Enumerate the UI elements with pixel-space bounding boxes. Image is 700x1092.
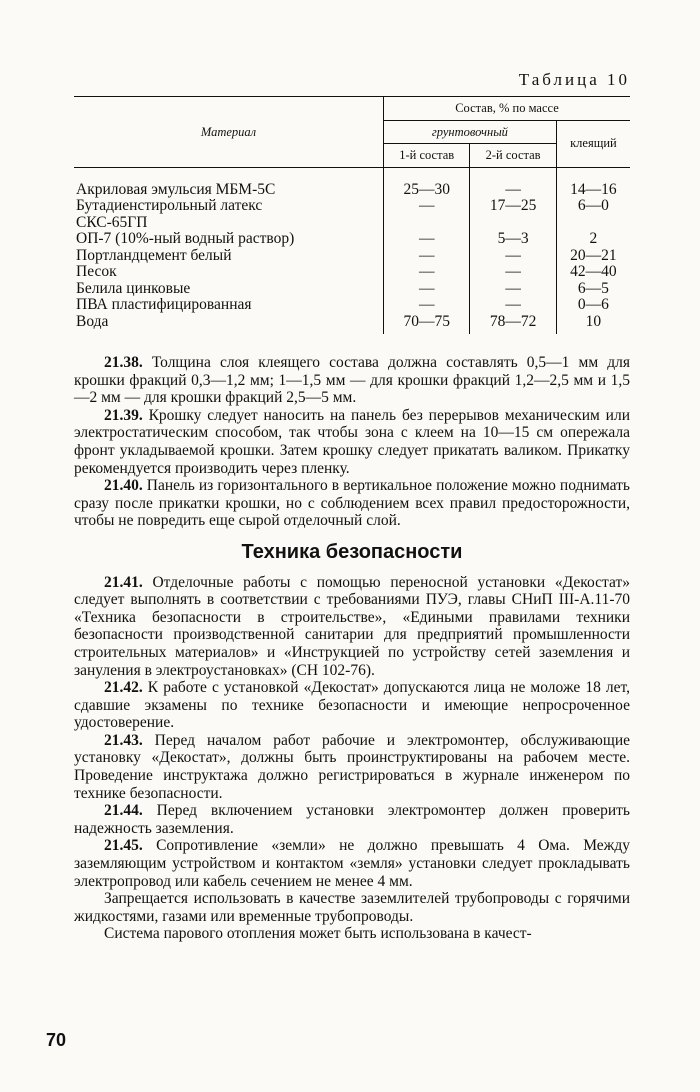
adhesive-cell: 6—0 <box>556 198 630 215</box>
paragraph <box>74 802 630 837</box>
primer-2-cell: 78—72 <box>470 314 556 335</box>
paragraph-text: Перед началом работ рабочие и электромонтер, обслуживающие установку «Декостат», должны быть проинструктированы на рабочем месте. Проведение инструктажа должно регистрироваться в журнале инженером по технике безопасности. <box>74 731 630 802</box>
material-cell: Акриловая эмульсия МБМ-5С <box>76 180 276 198</box>
adhesive-cell: 0—6 <box>556 297 630 314</box>
composition-table <box>74 96 630 334</box>
paragraph <box>74 890 630 925</box>
primer-1-cell: — <box>384 264 470 281</box>
primer-1-cell <box>384 215 470 232</box>
paragraph <box>74 679 630 732</box>
adhesive-cell: 20—21 <box>556 248 630 265</box>
paragraph-number: 21.39. <box>104 406 143 424</box>
primer-2-cell: — <box>470 264 556 281</box>
paragraph-text: Запрещается использовать в качестве заземлителей трубопроводы с горячими жидкостями, газами или временные трубопроводы. <box>74 890 630 925</box>
material-cell: Песок <box>76 263 117 280</box>
paragraph <box>74 354 630 407</box>
adhesive-cell: 14—16 <box>556 167 630 198</box>
header-material: Материал <box>200 124 257 139</box>
paragraph-text: Крошку следует наносить на панель без перерывов механическим или электростатическим способом, так чтобы зона с клеем на 10—15 см опережала фронт укладываемой крошки. Затем крошку следует прикатать валиком. Прикатку рекомендуется производить через пленку. <box>74 406 630 477</box>
paragraph-text: Панель из горизонтального в вертикальное положение можно поднимать сразу после прикатки крошки, но с соблюдением всех правил предосторожности, чтобы не повредить еще сырой отделочный слой. <box>74 477 630 530</box>
paragraph <box>74 574 630 680</box>
material-cell: Белила цинковые <box>76 279 191 297</box>
table-row <box>74 231 630 248</box>
table-row <box>74 198 630 215</box>
paragraph-number: 21.43. <box>104 731 143 749</box>
primer-2-cell <box>470 215 556 232</box>
primer-1-cell: 70—75 <box>384 314 470 335</box>
material-cell: СКС-65ГП <box>76 213 148 231</box>
material-cell: Бутадиенстирольный латекс <box>76 197 263 214</box>
header-primer-2: 2-й состав <box>470 144 556 168</box>
paragraph-text: К работе с установкой «Декостат» допускаются лица не моложе 18 лет, сдавшие экзамены по технике безопасности и имеющие непросроченное удостоверение. <box>74 679 630 732</box>
material-cell: ОП-7 (10%-ный водный раствор) <box>76 230 295 247</box>
paragraph-number: 21.44. <box>104 802 143 820</box>
primer-1-cell: — <box>384 248 470 265</box>
primer-2-cell: — <box>470 297 556 314</box>
primer-2-cell: — <box>470 248 556 265</box>
section-title: Техника безопасности <box>241 540 463 563</box>
material-cell: ПВА пластифицированная <box>76 296 252 313</box>
primer-2-cell: — <box>470 281 556 298</box>
paragraph <box>74 407 630 477</box>
paragraph-text: Сопротивление «земли» не должно превышать 4 Ома. Между заземляющим устройством и контактом «земля» установки следует прокладывать электропровод или кабель сечением не менее 4 мм. <box>74 837 630 890</box>
paragraph-text: Отделочные работы с помощью переносной установки «Декостат» следует выполнять в соответствии с требованиями ПУЭ, главы СНиП III-А.11-70 «Техника безопасности в строительстве», «Едиными правилами техники безопасности производственной санитарии для предприятий промышленности строительных материалов» и «Инструкцией по устройству сетей заземления и зануления в электроустановках» (СН 102-76). <box>74 573 630 679</box>
paragraph <box>74 925 630 943</box>
material-cell: Портландцемент белый <box>76 246 232 264</box>
paragraph-number: 21.41. <box>104 573 143 591</box>
paragraph-number: 21.45. <box>104 837 143 855</box>
page-number: 70 <box>46 1030 67 1050</box>
primer-1-cell: — <box>384 231 470 248</box>
paragraphs-before <box>74 354 630 530</box>
paragraph-number: 21.38. <box>104 354 143 371</box>
material-cell: Вода <box>76 312 109 330</box>
adhesive-cell: 6—5 <box>556 281 630 298</box>
header-composition: Состав, % по массе <box>384 97 631 121</box>
primer-2-cell: 5—3 <box>470 231 556 248</box>
table-row <box>74 264 630 281</box>
table-row <box>74 314 630 335</box>
table-row <box>74 297 630 314</box>
paragraph-text: Система парового отопления может быть использована в качест- <box>104 925 532 943</box>
primer-1-cell: — <box>384 297 470 314</box>
table-row <box>74 167 630 198</box>
table-caption: Таблица 10 <box>518 70 630 89</box>
body-text <box>74 354 630 943</box>
paragraph-number: 21.42. <box>104 679 143 697</box>
paragraph-text: Толщина слоя клеящего состава должна составлять 0,5—1 мм для крошки фракций 0,3—1,2 мм; 1—1,5 мм — для крошки фракций 1,2—2,5 мм и 1,5—2 мм — для крошки фракций 2,5—5 мм. <box>74 354 630 407</box>
header-primer: грунтовочный <box>384 120 557 144</box>
table-body <box>74 167 630 334</box>
table-row <box>74 215 630 232</box>
table-row <box>74 248 630 265</box>
paragraph <box>74 732 630 802</box>
paragraphs-after <box>74 574 630 943</box>
primer-1-cell: 25—30 <box>384 167 470 198</box>
primer-1-cell: — <box>384 198 470 215</box>
page-content <box>74 70 630 943</box>
header-primer-1: 1-й состав <box>384 144 470 168</box>
adhesive-cell: 42—40 <box>556 264 630 281</box>
adhesive-cell <box>556 215 630 232</box>
paragraph <box>74 477 630 530</box>
adhesive-cell: 10 <box>556 314 630 335</box>
primer-2-cell: — <box>470 167 556 198</box>
table-row <box>74 281 630 298</box>
paragraph <box>74 837 630 890</box>
paragraph-number: 21.40. <box>104 477 143 495</box>
header-adhesive: клеящий <box>556 120 630 167</box>
primer-2-cell: 17—25 <box>470 198 556 215</box>
primer-1-cell: — <box>384 281 470 298</box>
paragraph-text: Перед включением установки электромонтер должен проверить надежность заземления. <box>74 802 630 837</box>
adhesive-cell: 2 <box>556 231 630 248</box>
